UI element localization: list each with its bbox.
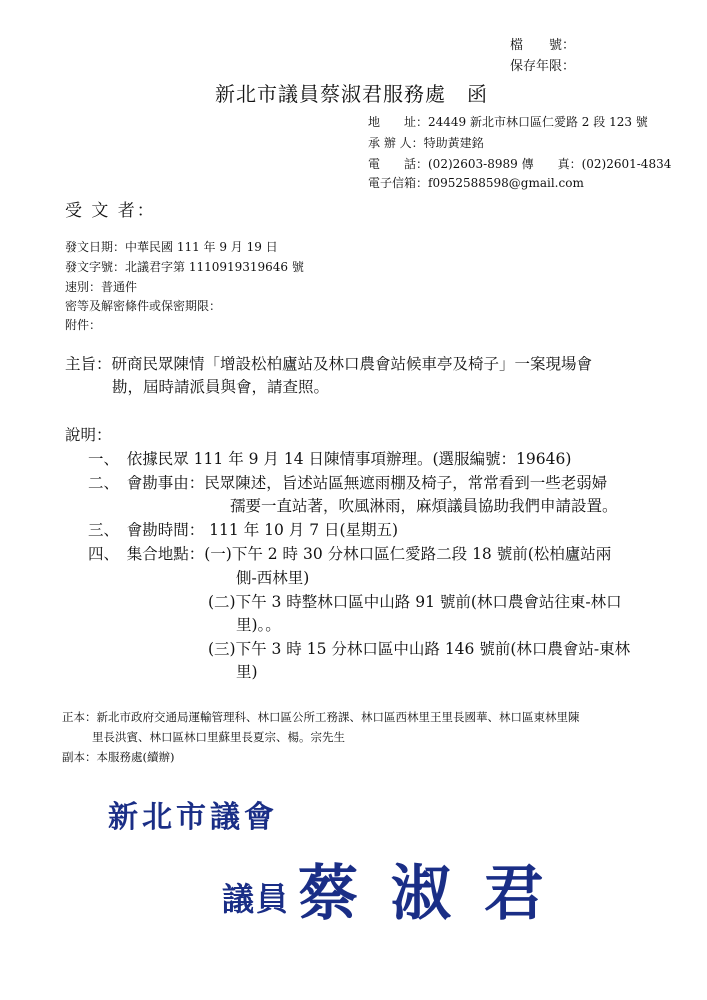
attachment-line: 附件：	[65, 318, 102, 332]
speed-line: 速別：普通件	[65, 280, 138, 294]
issue-number: 發文字號：北議君字第 1110919319646 號	[65, 260, 304, 274]
item-2-line-2: 孺要一直站著，吹風淋雨，麻煩議員協助我們申請設置。	[230, 497, 618, 515]
recipient-label: 受 文 者：	[65, 201, 156, 221]
issue-date: 發文日期：中華民國 111 年 9 月 19 日	[65, 240, 278, 254]
item-4-line-3: (二)下午 3 時整林口區中山路 91 號前(林口農會站往東-林口	[208, 593, 622, 611]
item-4-line-6: 里)	[236, 663, 258, 681]
address-line: 地 址：24449 新北市林口區仁愛路 2 段 123 號	[368, 115, 648, 129]
item-1: 一、 依據民眾 111 年 9 月 14 日陳情事項辦理。(選服編號：19646)	[88, 450, 572, 468]
seal-councilor-name: 蔡 淑 君	[298, 859, 550, 929]
seal-title: 議員	[222, 880, 291, 918]
subject-line-2: 勘，屆時請派員與會，請查照。	[112, 378, 330, 396]
retention-label: 保存年限：	[510, 59, 576, 74]
letter-title: 新北市議員蔡淑君服務處 函	[215, 82, 488, 106]
item-4-line-4: 里)。。	[236, 616, 281, 634]
explanation-label: 說明：	[65, 426, 112, 444]
email-line: 電子信箱：f0952588598@gmail.com	[368, 176, 584, 190]
item-4-line-1: 四、 集合地點：(一)下午 2 時 30 分林口區仁愛路二段 18 號前(松柏廬站兩	[88, 545, 612, 563]
phone-fax-line: 電 話：(02)2603-8989 傳 真：(02)2601-4834	[368, 157, 672, 171]
item-4-line-2: 側-西林里)	[236, 569, 310, 587]
handler-line: 承 辦 人：特助黃建銘	[368, 136, 484, 150]
original-recipients-line-2: 里長洪賓、林口區林口里蘇里長夏宗、楊。宗先生	[92, 730, 345, 744]
subject-line-1: 主旨：研商民眾陳情「增設松柏廬站及林口農會站候車亭及椅子」一案現場會	[65, 355, 593, 373]
item-3: 三、 會勘時間： 111 年 10 月 7 日(星期五)	[88, 521, 399, 539]
item-2-line-1: 二、 會勘事由：民眾陳述，旨述站區無遮雨棚及椅子，常常看到一些老弱婦	[88, 474, 608, 492]
doc-number-label: 檔 號：	[510, 38, 576, 53]
copy-recipients: 副本：本服務處(續辦)	[62, 750, 175, 764]
secrecy-line: 密等及解密條件或保密期限：	[65, 299, 222, 313]
seal-council-name: 新北市議會	[108, 800, 278, 835]
original-recipients-line-1: 正本：新北市政府交通局運輸管理科、林口區公所工務課、林口區西林里王里長國華、林口區東林里陳	[62, 710, 580, 724]
item-4-line-5: (三)下午 3 時 15 分林口區中山路 146 號前(林口農會站-東林	[208, 640, 631, 658]
